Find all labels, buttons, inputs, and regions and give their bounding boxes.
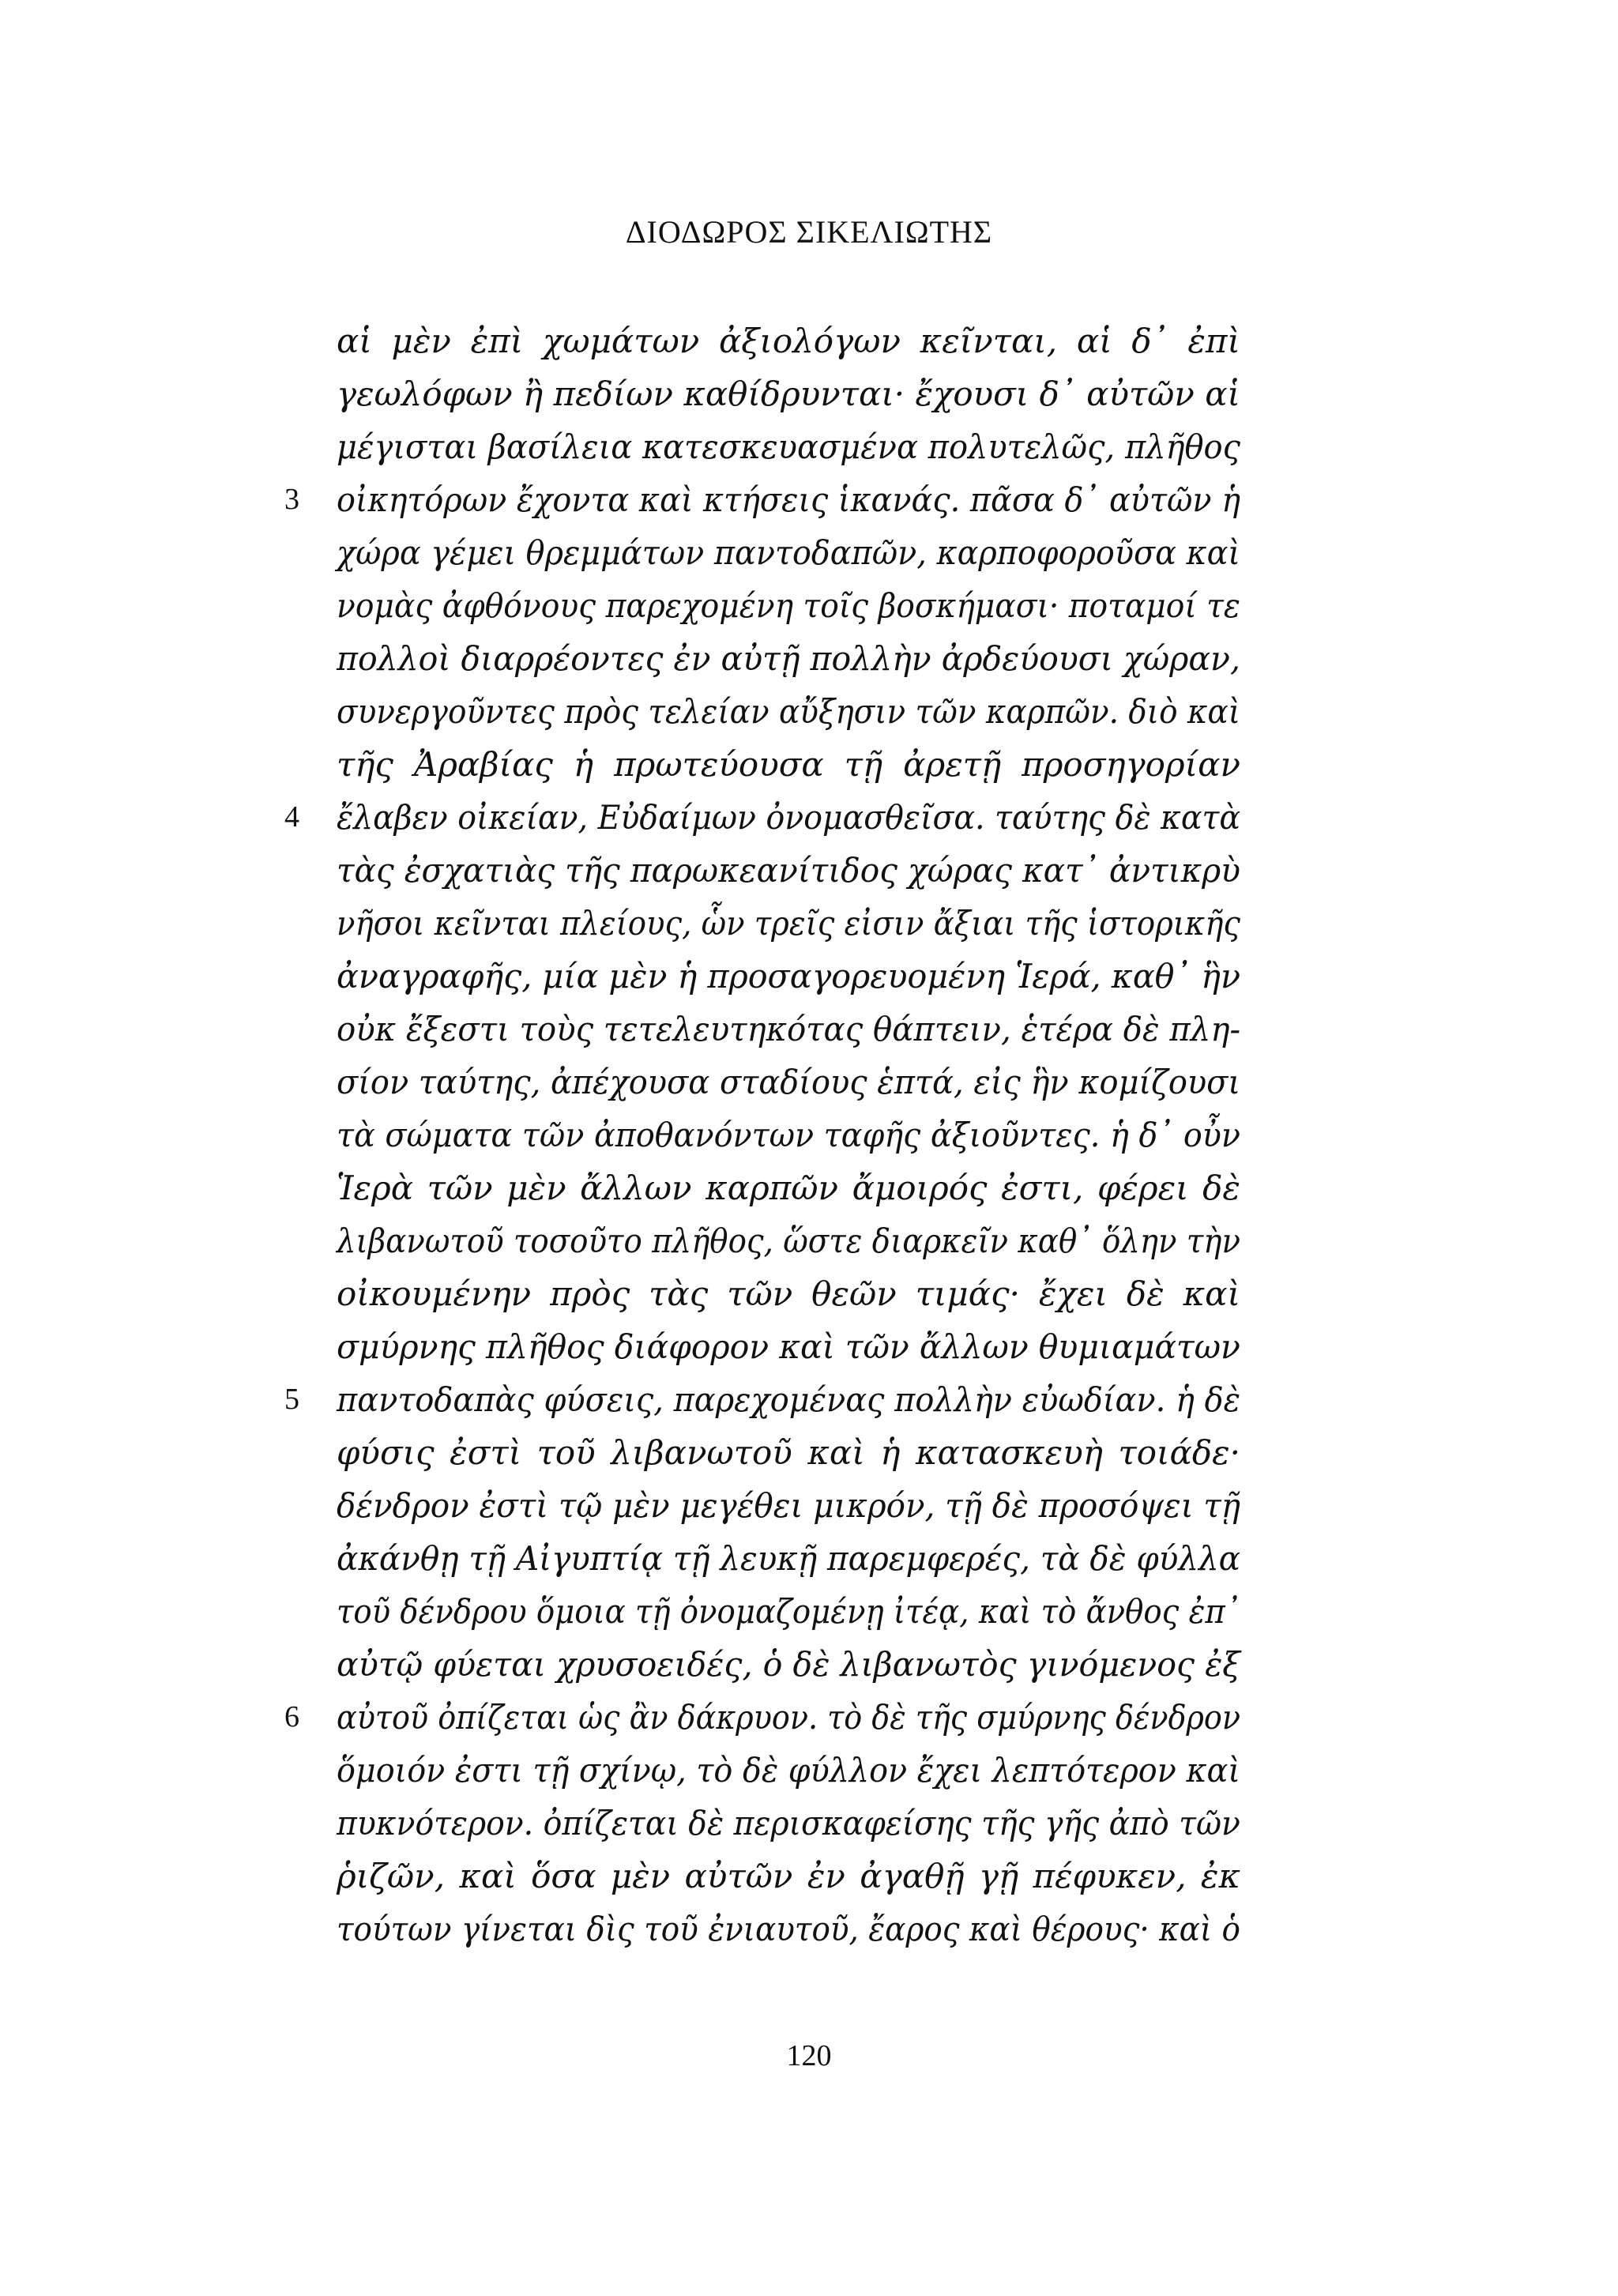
line-text: γεωλόφων ἢ πεδίων καθίδρυνται· ἔχουσι δ᾽ αὐτῶν αἱ [337,375,1241,413]
text-line [337,1056,1240,1108]
text-line [337,1108,1240,1161]
line-text: αἱ μὲν ἐπὶ χωμάτων ἀξιολόγων κεῖνται, αἱ δ᾽ ἐπὶ [337,322,1240,360]
line-text: ἀναγραφῆς, μία μὲν ἡ προσαγορευομένη Ἱερά, καθ᾽ ἣν [337,957,1241,996]
text-line [337,1267,1240,1320]
section-number: 3 [284,483,299,516]
text-line [337,1850,1240,1903]
text-line [337,1426,1240,1479]
line-text: ῥιζῶν, καὶ ὅσα μὲν αὐτῶν ἐν ἀγαθῇ γῇ πέφυκεν, ἐκ [337,1857,1241,1895]
line-text: χώρα γέμει θρεμμάτων παντοδαπῶν, καρποφοροῦσα καὶ [337,533,1241,572]
text-line [284,1691,1241,1744]
text-line [337,632,1240,685]
line-text: τὰ σώματα τῶν ἀποθανόντων ταφῆς ἀξιοῦντες. ἡ δ᾽ οὖν [337,1116,1240,1154]
line-text: τῆς Ἀραβίας ἡ πρωτεύουσα τῇ ἀρετῇ προσηγορίαν [337,745,1240,784]
text-line [337,420,1240,473]
running-head: ΔΙΟΔΩΡΟΣ ΣΙΚΕΛΙΩΤΗΣ [625,214,993,250]
text-line [337,1161,1240,1214]
text-line [337,1638,1240,1691]
text-line [337,314,1240,367]
text-line [284,1373,1240,1426]
line-text: σίον ταύτης, ἀπέχουσα σταδίους ἑπτά, εἰς ἣν κομίζουσι [337,1063,1241,1101]
line-text: αὐτοῦ ὀπίζεται ὡς ἂν δάκρυον. τὸ δὲ τῆς σμύρνης δένδρον [337,1698,1241,1737]
line-text: ὅμοιόν ἐστι τῇ σχίνῳ, τὸ δὲ φύλλον ἔχει λεπτότερον καὶ [337,1751,1240,1790]
line-text: τὰς ἐσχατιὰς τῆς παρωκεανίτιδος χώρας κατ᾽ ἀντικρὺ [337,851,1240,890]
line-text: οἰκητόρων ἔχοντα καὶ κτήσεις ἱκανάς. πᾶσα δ᾽ αὐτῶν ἡ [337,480,1241,519]
text-line [337,579,1240,632]
line-text: τοῦ δένδρου ὅμοια τῇ ὀνομαζομένῃ ἰτέᾳ, καὶ τὸ ἄνθος ἐπ᾽ [337,1592,1241,1631]
line-text: ἔλαβεν οἰκείαν, Εὐδαίμων ὀνομασθεῖσα. ταύτης δὲ κατὰ [337,798,1240,837]
line-text: οἰκουμένην πρὸς τὰς τῶν θεῶν τιμάς· ἔχει δὲ καὶ [337,1274,1240,1313]
text-line [337,685,1240,738]
section-number: 5 [284,1383,299,1416]
line-text: πυκνότερον. ὀπίζεται δὲ περισκαφείσης τῆς γῆς ἀπὸ τῶν [337,1804,1240,1842]
text-line [337,1214,1240,1267]
text-line [337,950,1240,1003]
line-text: λιβανωτοῦ τοσοῦτο πλῆθος, ὥστε διαρκεῖν καθ᾽ ὅλην τὴν [337,1221,1241,1260]
text-line [337,1797,1240,1850]
line-text: αὐτῷ φύεται χρυσοειδές, ὁ δὲ λιβανωτὸς γινόμενος ἐξ [337,1645,1240,1684]
text-line [337,1585,1240,1638]
line-text: παντοδαπὰς φύσεις, παρεχομένας πολλὴν εὐωδίαν. ἡ δὲ [337,1380,1240,1419]
text-line [337,1479,1240,1532]
line-text: δένδρον ἐστὶ τῷ μὲν μεγέθει μικρόν, τῇ δὲ προσόψει τῇ [337,1486,1241,1525]
text-line [337,526,1240,579]
text-line [337,1744,1240,1797]
line-text: φύσις ἐστὶ τοῦ λιβανωτοῦ καὶ ἡ κατασκευὴ τοιάδε· [337,1433,1240,1472]
section-number: 4 [284,800,299,834]
text-line [337,367,1240,420]
text-line [337,1320,1240,1373]
line-text: οὐκ ἔξεστι τοὺς τετελευτηκότας θάπτειν, ἑτέρα δὲ πλη- [337,1010,1241,1048]
line-text: νομὰς ἀφθόνους παρεχομένη τοῖς βοσκήμασι· ποταμοί τε [337,586,1240,625]
text-line [337,738,1240,791]
line-text: πολλοὶ διαρρέοντες ἐν αὐτῇ πολλὴν ἀρδεύουσι χώραν, [337,639,1241,678]
line-text: σμύρνης πλῆθος διάφορον καὶ τῶν ἄλλων θυμιαμάτων [337,1327,1240,1366]
body-text [284,314,1241,1955]
section-number: 6 [284,1700,299,1733]
text-line [284,791,1240,844]
text-line [337,1003,1240,1056]
line-text: ἀκάνθῃ τῇ Αἰγυπτίᾳ τῇ λευκῇ παρεμφερές, τὰ δὲ φύλλα [337,1539,1241,1578]
line-text: συνεργοῦντες πρὸς τελείαν αὔξησιν τῶν καρπῶν. διὸ καὶ [337,692,1240,731]
text-line [337,1532,1240,1585]
line-text: Ἱερὰ τῶν μὲν ἄλλων καρπῶν ἄμοιρός ἐστι, φέρει δὲ [337,1169,1240,1207]
text-line [337,1903,1240,1955]
text-line [284,473,1241,526]
page-number: 120 [786,2039,832,2072]
text-line [337,897,1240,950]
line-text: νῆσοι κεῖνται πλείους, ὧν τρεῖς εἰσιν ἄξιαι τῆς ἱστορικῆς [337,904,1240,943]
line-text: μέγισται βασίλεια κατεσκευασμένα πολυτελῶς, πλῆθος [337,427,1241,466]
line-text: τούτων γίνεται δὶς τοῦ ἐνιαυτοῦ, ἔαρος καὶ θέρους· καὶ ὁ [337,1910,1240,1948]
text-line [337,844,1240,897]
